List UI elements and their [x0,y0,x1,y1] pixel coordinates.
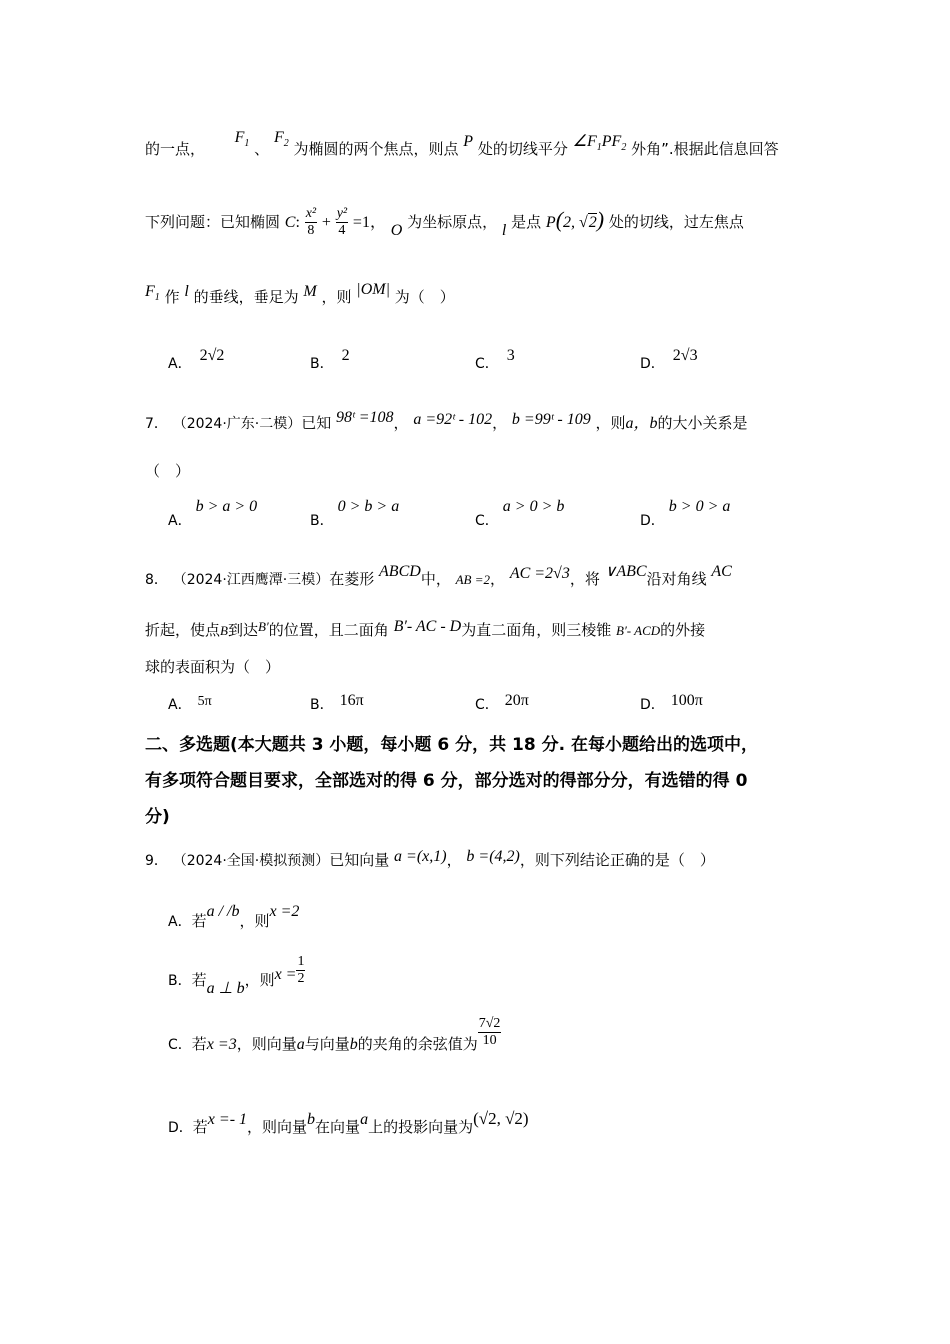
text: 外角”.根据此信息回答 [631,140,779,158]
f1-symbol: $F_1$ [234,129,250,149]
section-heading: 分) [145,807,170,827]
q9-option-b[interactable]: B．若a ⊥ b，则x = $\frac{1}{2}$ [168,954,305,997]
q8-option-d[interactable]: D． 100π [640,692,703,713]
q7-answer-paren: （ ） [145,462,191,480]
question-source: （2024·全国·模拟预测） [172,853,330,869]
q8-option-b[interactable]: B． 16π [310,692,364,713]
tetrahedron: B′- ACD [616,623,661,638]
q7-option-c[interactable]: C．a > 0 > b [475,498,565,529]
q9-option-d[interactable]: D．若x =- 1，则向量b在向量a上的投影向量为(√2, √2) [168,1109,529,1136]
rhombus-abcd: ABCD [379,563,421,580]
text: 作 [164,288,180,306]
q6-line3 [145,281,455,307]
question-source: （2024·广东·二模） [172,416,302,432]
angle-f1pf2: $\angle F_1PF_2$ [572,133,627,153]
triangle-abc: ∨ABC [604,563,647,580]
point-m: M [303,283,317,300]
text: 到达 [227,621,258,639]
separator: 、 [254,140,270,158]
text: 处的切线，过左焦点 [608,213,744,231]
text: 的位置，且二面角 [268,621,389,639]
equation-b: b =99ᵗ - 109 [511,411,591,428]
point-p-coords: P(2, √2) [545,207,605,232]
question-source: （2024·江西鹰潭·三模） [172,572,330,588]
text: ，则 [595,414,626,432]
question-number: 9． [145,853,168,869]
q7-option-b[interactable]: B．0 > b > a [310,498,400,529]
text: 的一点， [145,140,206,158]
text: 的外接 [660,621,706,639]
q9-option-a[interactable]: A．若a / /b，则x =2 [168,903,300,930]
q8-stem-line2 [145,619,705,640]
q6-option-c[interactable]: C． 3 [475,347,515,372]
text: 下列问题：已知椭圆 [145,213,281,231]
text: ，将 [569,570,600,588]
q6-option-a[interactable]: A． 2√2 [168,347,225,372]
text: 为（ ） [394,288,455,306]
q7-option-a[interactable]: A．b > a > 0 [168,498,258,529]
origin-o: O [390,222,403,239]
f1-symbol: $F_1$ [145,283,160,303]
text: 的大小关系是 [657,414,748,432]
fraction-x2-8: $\frac{\text{x²}}{8}$ [305,206,317,238]
text: 沿对角线 [646,570,707,588]
text: 已知 [301,414,332,432]
f2-symbol: $F_2$ [273,129,289,149]
q6-line1 [145,129,779,159]
q6-line2: 下列问题：已知椭圆 C: $\frac{\text{x²}}{8}$ + $\frac{\text{y²}}{4}$ =1， O 为坐标原点， l 是点 P(2, √2) 处的切线，过左焦点 [145,206,744,239]
text: 在菱形 [329,570,375,588]
text: ，则下列结论正确的是（ ） [519,851,715,869]
q8-stem-line1: 8． （2024·江西鹰潭·三模）在菱形 ABCD中， AB =2， AC =2√3，将 ∨ABC沿对角线 AC [145,563,732,588]
q8-option-c[interactable]: C． 20π [475,692,529,713]
question-number: 7． [145,416,168,432]
text: 的垂线，垂足为 [193,288,299,306]
equation-a: a =92ᵗ - 102 [413,411,493,428]
text: 折起，使点 [145,621,221,639]
side-ab: AB =2 [455,572,491,587]
ellipse-c: C [284,214,296,231]
q8-stem-line3: 球的表面积为（ ） [145,658,281,676]
text: ，则 [321,288,352,306]
text: 处的切线平分 [477,140,568,158]
question-number: 8． [145,572,168,588]
text: 为椭圆的两个焦点，则点 [293,140,459,158]
q8-option-a[interactable]: A． 5π [168,694,212,713]
text: 中， [420,570,451,588]
section-heading: 有多项符合题目要求，全部选对的得 6 分，部分选对的得部分分，有选错的得 0 [145,771,748,791]
variables-ab: a，b [625,415,658,432]
q9-option-c[interactable]: C．若x =3，则向量a与向量b的夹角的余弦值为 $\frac{7√2}{10}$ [168,1016,501,1053]
point-b: B [220,623,228,638]
diagonal-ac: AC [711,563,732,580]
text: 已知向量 [329,851,390,869]
q7-stem: 7． （2024·广东·二模）已知 98ᵗ =108， a =92ᵗ - 102， b =99ᵗ - 109 ，则a，b的大小关系是 [145,409,748,432]
equation-98t: 98ᵗ =108 [336,409,394,426]
text: 为坐标原点， [407,213,498,231]
q7-option-d[interactable]: D．b > 0 > a [640,498,731,529]
q9-stem: 9． （2024·全国·模拟预测）已知向量 a =(x,1)， b =(4,2)，则下列结论正确的是（ ） [145,848,715,869]
text: 为直二面角，则三棱锥 [461,621,612,639]
vector-b: b =(4,2) [466,848,520,865]
om-length: |OM| [356,281,390,298]
line-l: l [184,283,189,300]
diagonal-ac: AC =2√3 [509,565,570,582]
text: 是点 [511,213,542,231]
fraction-y2-4: $\frac{\text{y²}}{4}$ [336,206,348,238]
point-b-prime: B′ [257,619,269,634]
point-p: P [463,133,474,150]
vector-a: a =(x,1) [394,848,447,865]
line-l: l [501,222,507,239]
q6-option-b[interactable]: B． 2 [310,347,350,372]
q6-option-d[interactable]: D． 2√3 [640,347,698,372]
dihedral-angle: B′- AC - D [393,618,462,635]
section-heading: 二、多选题(本大题共 3 小题，每小题 6 分，共 18 分. 在每小题给出的选项中， [145,735,758,755]
